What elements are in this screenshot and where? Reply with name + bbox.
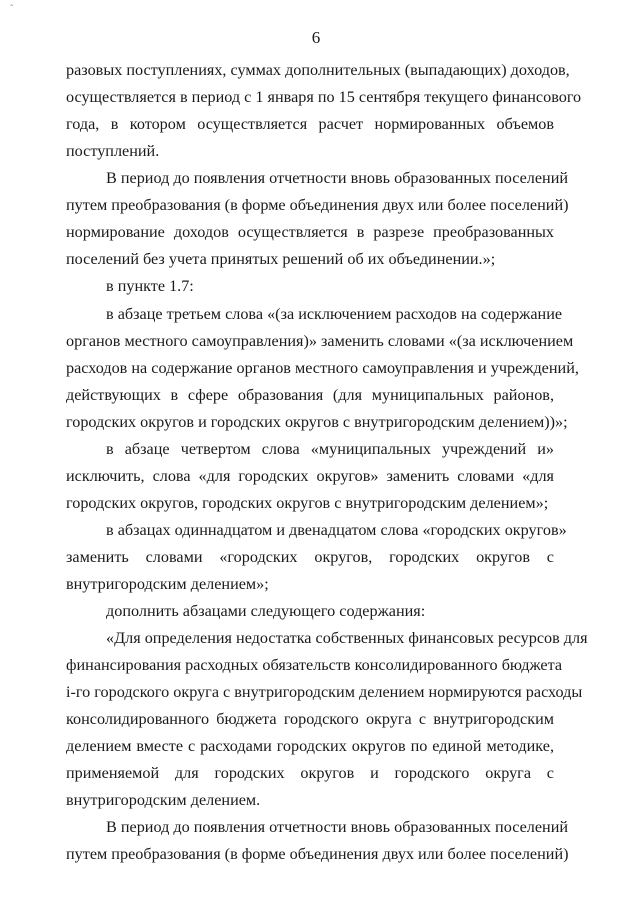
text-line: в абзаце четвертом слова «муниципальных учреждений и» xyxy=(106,440,554,458)
margin-mark: ˆ xyxy=(10,4,14,15)
text-line: органов местного самоуправления)» заменить словами «(за исключением xyxy=(66,332,574,350)
text-line: применяемой для городских округов и городского округа с xyxy=(66,764,554,782)
text-line: консолидированного бюджета городского округа с внутригородским xyxy=(66,710,554,728)
text-line: заменить словами «городских округов, городских округов с xyxy=(66,548,554,566)
text-line: делением вместе с расходами городских округов по единой методике, xyxy=(66,737,554,755)
text-line: городских округов, городских округов с внутригородским делением»; xyxy=(66,494,549,512)
text-line: «Для определения недостатка собственных финансовых ресурсов для xyxy=(106,629,588,647)
text-line: поступлений. xyxy=(66,142,160,160)
text-line: нормирование доходов осуществляется в разрезе преобразованных xyxy=(66,223,554,241)
text-line: в пункте 1.7: xyxy=(106,277,194,295)
text-line: финансирования расходных обязательств консолидированного бюджета xyxy=(66,656,563,674)
text-line: городских округов и городских округов с внутригородским делением))»; xyxy=(66,413,568,431)
text-line: путем преобразования (в форме объединения двух или более поселений) xyxy=(66,845,569,863)
text-line: действующих в сфере образования (для муниципальных районов, xyxy=(66,386,554,404)
text-line: путем преобразования (в форме объединения двух или более поселений) xyxy=(66,196,569,214)
text-line: поселений без учета принятых решений об их объединении.»; xyxy=(66,250,496,268)
text-line: исключить, слова «для городских округов» заменить словами «для xyxy=(66,467,554,485)
page-number: 6 xyxy=(311,28,321,47)
text-line: разовых поступлениях, суммах дополнительных (выпадающих) доходов, xyxy=(66,61,570,79)
text-line: осуществляется в период с 1 января по 15 сентября текущего финансового xyxy=(66,88,582,106)
text-line: года, в котором осуществляется расчет нормированных объемов xyxy=(66,115,554,133)
text-line: внутригородским делением»; xyxy=(66,575,269,593)
text-line: дополнить абзацами следующего содержания: xyxy=(106,602,426,620)
text-line: расходов на содержание органов местного самоуправления и учреждений, xyxy=(66,359,579,377)
text-line: в абзаце третьем слова «(за исключением расходов на содержание xyxy=(106,305,563,323)
text-line: В период до появления отчетности вновь образованных поселений xyxy=(106,818,569,836)
text-line: i-го городского округа с внутригородским делением нормируются расходы xyxy=(66,683,583,701)
text-line: в абзацах одиннадцатом и двенадцатом слова «городских округов» xyxy=(106,521,567,539)
text-line: В период до появления отчетности вновь образованных поселений xyxy=(106,169,569,187)
text-line: внутригородским делением. xyxy=(66,791,261,809)
